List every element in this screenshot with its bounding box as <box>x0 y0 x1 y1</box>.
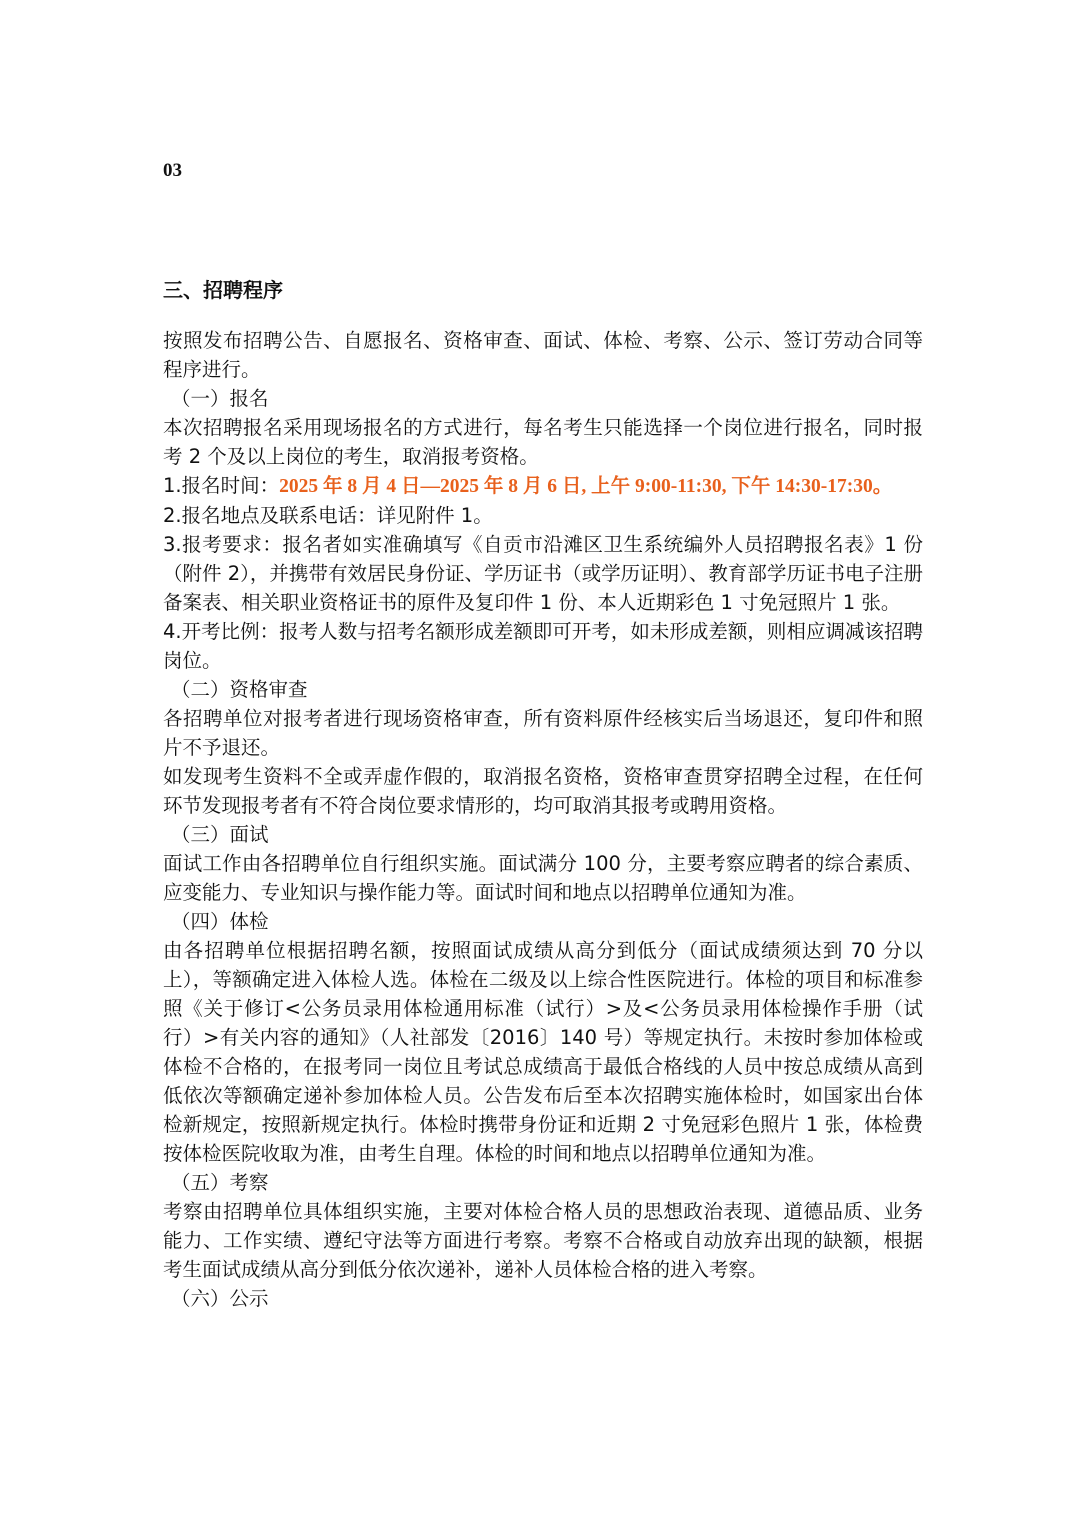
document-body <box>163 326 923 1313</box>
paragraph: 按照发布招聘公告、自愿报名、资格审查、面试、体检、考察、公示、签订劳动合同等程序进行。 <box>163 329 923 381</box>
registration-time <box>163 471 923 501</box>
page-number: 03 <box>163 160 182 181</box>
subsection-heading: （六）公示 <box>171 1287 269 1310</box>
paragraph: 各招聘单位对报考者进行现场资格审查，所有资料原件经核实后当场退还，复印件和照片不予退还。 <box>163 707 923 759</box>
paragraph: 面试工作由各招聘单位自行组织实施。面试满分 100 分，主要考察应聘者的综合素质、应变能力、专业知识与操作能力等。面试时间和地点以招聘单位通知为准。 <box>163 852 923 904</box>
subsection-heading: （三）面试 <box>171 823 269 846</box>
paragraph: 4.开考比例：报考人数与招考名额形成差额即可开考，如未形成差额，则相应调减该招聘岗位。 <box>163 620 923 672</box>
section-title: 三、招聘程序 <box>163 278 283 302</box>
paragraph: 如发现考生资料不全或弄虚作假的，取消报名资格，资格审查贯穿招聘全过程，在任何环节发现报考者有不符合岗位要求情形的，均可取消其报考或聘用资格。 <box>163 765 923 817</box>
paragraph: 3.报考要求：报名者如实准确填写《自贡市沿滩区卫生系统编外人员招聘报名表》1 份（附件 2），并携带有效居民身份证、学历证书（或学历证明）、教育部学历证书电子注册备案表、相关职业资格证书的原件及复印件 1 份、本人近期彩色 1 寸免冠照片 1 张。 <box>163 533 923 614</box>
subsection-heading: （四）体检 <box>171 910 269 933</box>
subsection-heading: （二）资格审查 <box>171 678 308 701</box>
paragraph: 本次招聘报名采用现场报名的方式进行，每名考生只能选择一个岗位进行报名，同时报考 2 个及以上岗位的考生，取消报考资格。 <box>163 416 923 468</box>
subsection-heading: （五）考察 <box>171 1171 269 1194</box>
subsection-heading: （一）报名 <box>171 387 269 410</box>
paragraph: 考察由招聘单位具体组织实施，主要对体检合格人员的思想政治表现、道德品质、业务能力、工作实绩、遵纪守法等方面进行考察。考察不合格或自动放弃出现的缺额，根据考生面试成绩从高分到低分依次递补，递补人员体检合格的进入考察。 <box>163 1200 923 1281</box>
registration-time-value: 2025 年 8 月 4 日—2025 年 8 月 6 日, 上午 9:00-11:30, 下午 14:30-17:30。 <box>279 476 893 497</box>
paragraph: 2.报名地点及联系电话：详见附件 1。 <box>163 504 493 527</box>
registration-time-label: 1.报名时间： <box>163 474 280 497</box>
paragraph: 由各招聘单位根据招聘名额，按照面试成绩从高分到低分（面试成绩须达到 70 分以上），等额确定进入体检人选。体检在二级及以上综合性医院进行。体检的项目和标准参照《关于修订<公务员录用体检通用标准（试行）>及<公务员录用体检操作手册（试行）>有关内容的通知》（人社部发〔2016〕140 号）等规定执行。未按时参加体检或体检不合格的，在报考同一岗位且考试总成绩高于最低合格线的人员中按总成绩从高到低依次等额确定递补参加体检人员。公告发布后至本次招聘实施体检时，如国家出台体检新规定，按照新规定执行。体检时携带身份证和近期 2 寸免冠彩色照片 1 张，体检费按体检医院收取为准，由考生自理。体检的时间和地点以招聘单位通知为准。 <box>163 939 923 1165</box>
